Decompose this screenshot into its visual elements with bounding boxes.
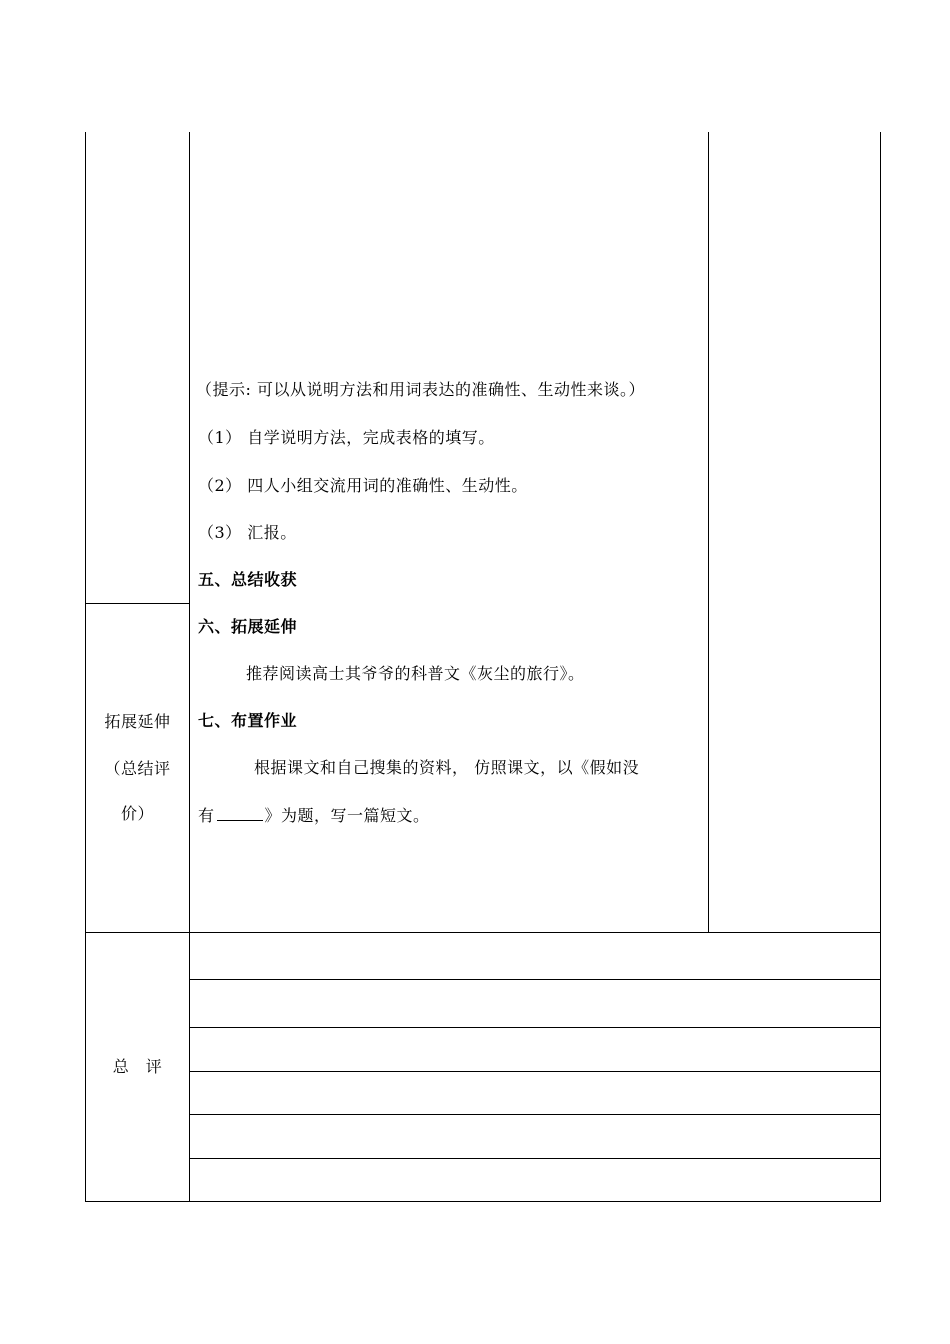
summary-row-rule-1: [189, 979, 881, 980]
summary-row-rule-4: [189, 1114, 881, 1115]
table-rule-left-section: [85, 603, 190, 604]
step-2-text: （2） 四人小组交流用词的准确性、生动性。: [198, 476, 528, 495]
recommended-reading-text: 推荐阅读高士其爷爷的科普文《灰尘的旅行》。: [246, 664, 585, 683]
extend-label-line-2: （总结评: [104, 759, 171, 778]
table-border-left: [85, 132, 86, 1202]
fill-in-blank: [217, 805, 263, 821]
homework-line-2-suffix: 》为题，写一篇短文。: [264, 806, 430, 825]
section-five-heading: 五、总结收获: [198, 570, 298, 589]
table-divider-label-column: [189, 132, 190, 1202]
summary-row-rule-3: [189, 1071, 881, 1072]
summary-row-rule-2: [189, 1027, 881, 1028]
section-six-heading: 六、拓展延伸: [198, 617, 298, 636]
hint-text: （提示: 可以从说明方法和用词表达的准确性、生动性来谈。）: [196, 380, 645, 399]
extend-label-line-1: 拓展延伸: [104, 712, 171, 731]
homework-line-2-prefix: 有: [198, 806, 215, 825]
extend-label-line-3: 价）: [120, 804, 154, 823]
table-border-right: [880, 132, 881, 1202]
step-1-text: （1） 自学说明方法，完成表格的填写。: [198, 428, 495, 447]
table-border-bottom: [85, 1201, 881, 1202]
table-divider-notes-column: [708, 132, 709, 932]
summary-row-rule-5: [189, 1158, 881, 1159]
table-rule-summary-top: [85, 932, 881, 933]
step-3-text: （3） 汇报。: [198, 523, 297, 542]
section-seven-heading: 七、布置作业: [198, 711, 298, 730]
homework-line-2: [198, 805, 430, 826]
homework-line-1: 根据课文和自己搜集的资料， 仿照课文，以《假如没: [254, 758, 640, 777]
summary-label: 总 评: [112, 1057, 163, 1076]
